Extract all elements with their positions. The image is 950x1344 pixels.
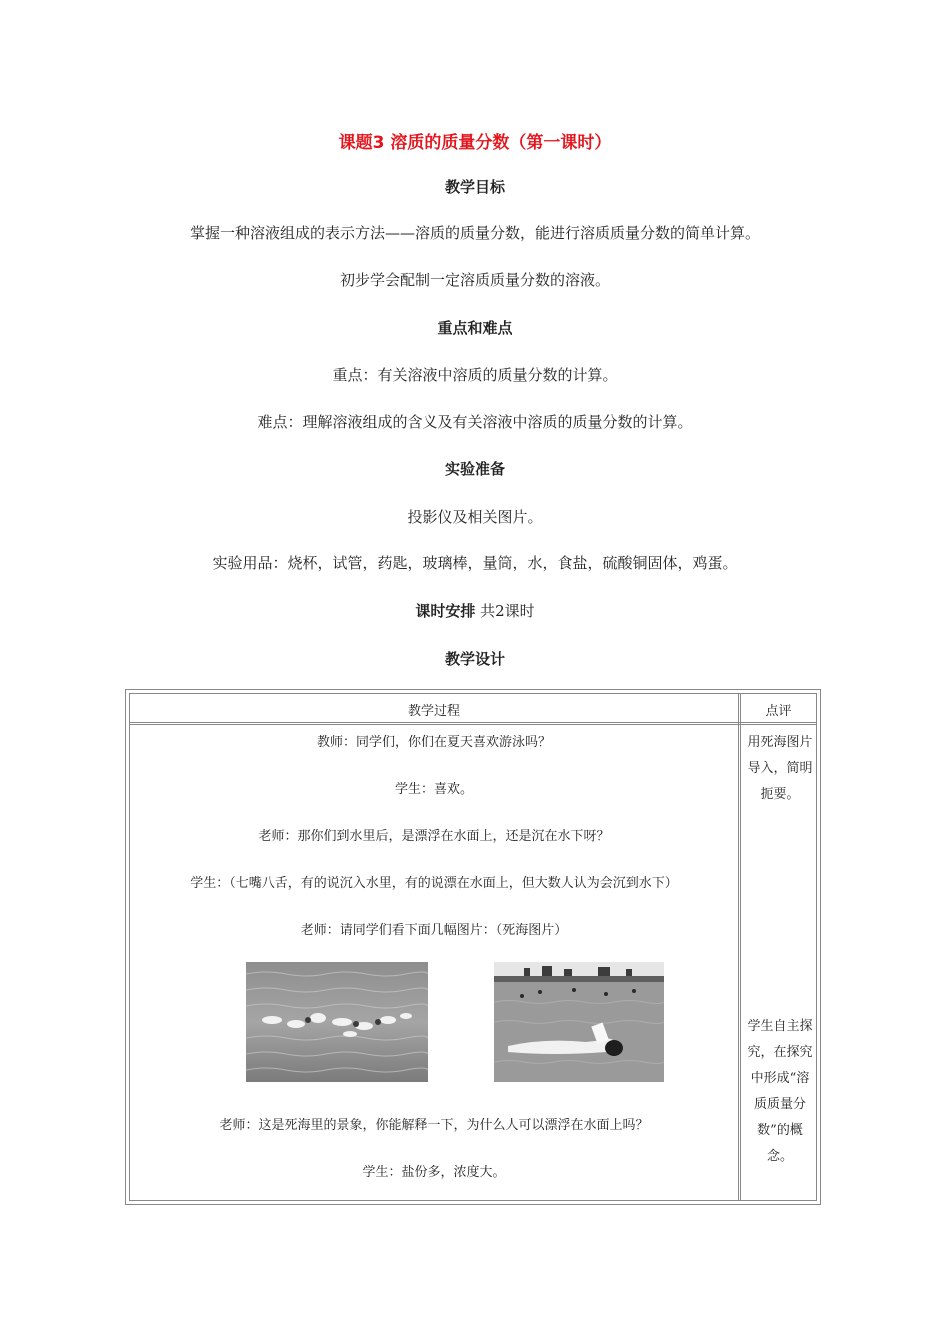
teaching-design-table: [125, 689, 821, 1205]
design-heading: 教学设计: [444, 650, 505, 668]
comment-2: [745, 1014, 815, 1170]
comment-line: 念。: [766, 1149, 793, 1164]
dialogue-line: 学生：（七嘴八舌，有的说沉入水里，有的说漂在水面上，但大数人认为会沉到水下）: [190, 876, 678, 891]
schedule: [0, 600, 950, 621]
comment-line: 质质量分: [753, 1097, 806, 1112]
dialogue-line: 学生：喜欢。: [394, 782, 473, 797]
prep-1: 投影仪及相关图片。: [407, 508, 543, 526]
comment-line: 数”的概: [757, 1123, 803, 1138]
comment-line: 究，在探究: [747, 1045, 813, 1060]
comment-line: 中形成“溶: [750, 1071, 810, 1086]
schedule-value: 共2课时: [480, 602, 535, 620]
dead-sea-photo-2: [494, 962, 664, 1082]
dialogue-line: 老师：请同学们看下面几幅图片：（死海图片）: [300, 923, 568, 938]
dead-sea-photo-1: [246, 962, 428, 1082]
dialogue-line: 教师：同学们，你们在夏天喜欢游泳吗？: [316, 735, 551, 750]
objective-2: 初步学会配制一定溶质质量分数的溶液。: [339, 271, 610, 289]
schedule-label: 课时安排: [415, 602, 476, 620]
comment-line: 扼要。: [760, 787, 800, 802]
dialogue-line: 学生：盐份多，浓度大。: [362, 1165, 506, 1180]
header-divider: [130, 722, 816, 725]
dialogue-line: 老师：这是死海里的景象，你能解释一下，为什么人可以漂浮在水面上吗？: [219, 1118, 649, 1133]
difficulty: 难点：理解溶液组成的含义及有关溶液中溶质的质量分数的计算。: [257, 413, 693, 431]
header-comment: 点评: [765, 704, 792, 719]
comment-line: 导入，简明: [747, 761, 813, 776]
dialogue-line: 老师：那你们到水里后，是漂浮在水面上，还是沉在水下呀？: [258, 829, 610, 844]
key-point: 重点：有关溶液中溶质的质量分数的计算。: [332, 366, 618, 384]
prep-heading: 实验准备: [444, 460, 505, 478]
prep-2: 实验用品：烧杯，试管，药匙，玻璃棒，量筒，水，食盐，硫酸铜固体，鸡蛋。: [212, 554, 738, 572]
objective-1: 掌握一种溶液组成的表示方法——溶质的质量分数，能进行溶质质量分数的简单计算。: [189, 224, 760, 242]
key-heading: 重点和难点: [437, 319, 513, 337]
objectives-heading: 教学目标: [444, 178, 505, 196]
comment-1: [745, 730, 815, 808]
column-divider: [738, 694, 741, 1200]
page-title: 课题3 溶质的质量分数（第一课时）: [338, 133, 612, 153]
comment-line: 用死海图片: [747, 735, 813, 750]
header-process: 教学过程: [407, 704, 460, 719]
comment-line: 学生自主探: [747, 1019, 813, 1034]
table-inner-border: [129, 693, 817, 1201]
